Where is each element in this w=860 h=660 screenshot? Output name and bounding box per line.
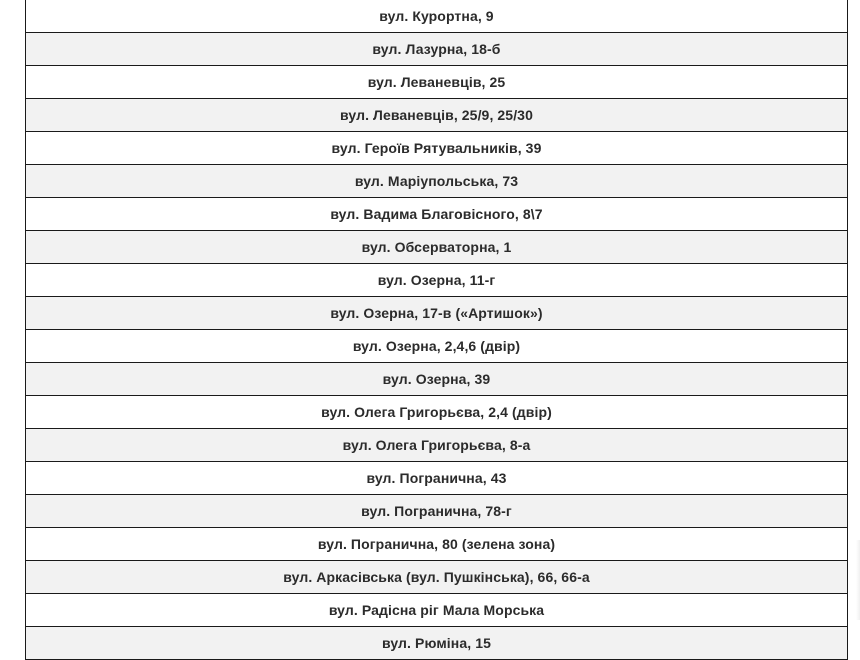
- table-row: [26, 198, 848, 231]
- table-row: [26, 627, 848, 660]
- table-row: [26, 495, 848, 528]
- address-cell: вул. Олега Григорьєва, 2,4 (двір): [26, 396, 848, 429]
- table-row: [26, 561, 848, 594]
- address-cell: вул. Обсерваторна, 1: [26, 231, 848, 264]
- scroll-edge-shadow: [856, 540, 860, 620]
- table-row: [26, 231, 848, 264]
- address-cell: вул. Погранична, 43: [26, 462, 848, 495]
- table-row: [26, 396, 848, 429]
- address-cell: вул. Озерна, 17-в («Артишок»): [26, 297, 848, 330]
- address-cell: вул. Аркасівська (вул. Пушкінська), 66, 66-а: [26, 561, 848, 594]
- address-cell: вул. Вадима Благовісного, 8\7: [26, 198, 848, 231]
- address-cell: вул. Героїв Рятувальників, 39: [26, 132, 848, 165]
- table-row: [26, 0, 848, 33]
- table-row: [26, 165, 848, 198]
- address-cell: вул. Леваневців, 25: [26, 66, 848, 99]
- address-cell: вул. Рюміна, 15: [26, 627, 848, 660]
- address-cell: вул. Маріупольська, 73: [26, 165, 848, 198]
- address-table: [25, 0, 848, 660]
- address-cell: вул. Озерна, 2,4,6 (двір): [26, 330, 848, 363]
- table-row: [26, 99, 848, 132]
- address-cell: вул. Курортна, 9: [26, 0, 848, 33]
- table-row: [26, 363, 848, 396]
- table-row: [26, 33, 848, 66]
- address-cell: вул. Погранична, 78-г: [26, 495, 848, 528]
- address-cell: вул. Лазурна, 18-б: [26, 33, 848, 66]
- table-row: [26, 297, 848, 330]
- table-row: [26, 330, 848, 363]
- table-row: [26, 429, 848, 462]
- table-row: [26, 462, 848, 495]
- address-cell: вул. Леваневців, 25/9, 25/30: [26, 99, 848, 132]
- table-row: [26, 66, 848, 99]
- address-cell: вул. Радісна ріг Мала Морська: [26, 594, 848, 627]
- address-cell: вул. Погранична, 80 (зелена зона): [26, 528, 848, 561]
- address-cell: вул. Озерна, 39: [26, 363, 848, 396]
- table-row: [26, 132, 848, 165]
- table-row: [26, 264, 848, 297]
- address-cell: вул. Олега Григорьєва, 8-а: [26, 429, 848, 462]
- table-row: [26, 594, 848, 627]
- table-row: [26, 528, 848, 561]
- address-cell: вул. Озерна, 11-г: [26, 264, 848, 297]
